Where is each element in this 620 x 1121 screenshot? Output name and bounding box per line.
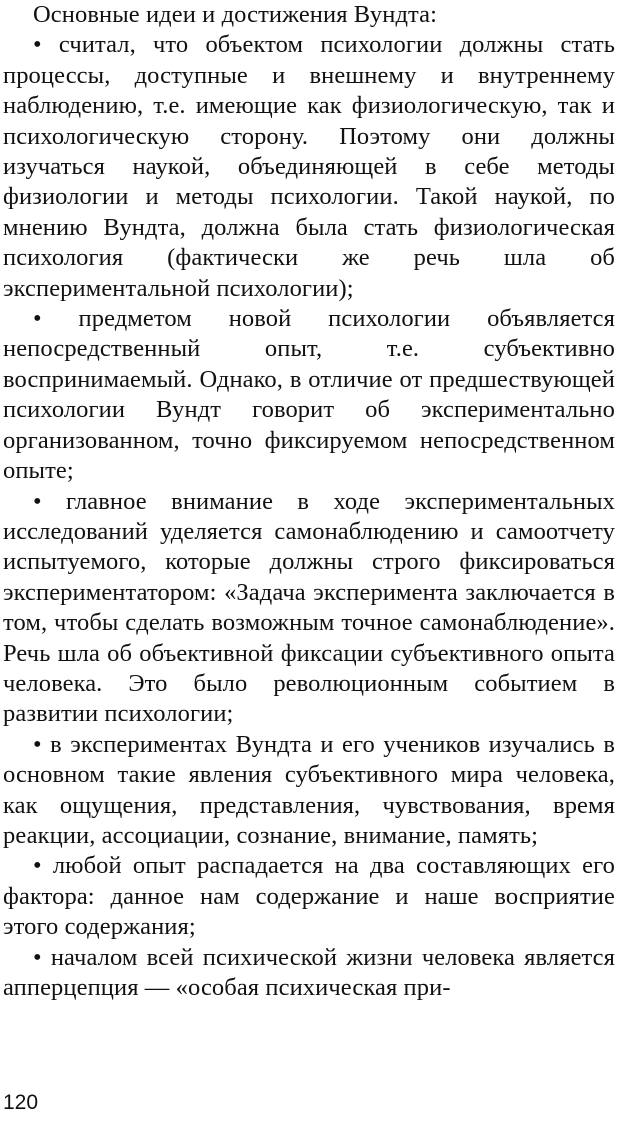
list-item: • в экспериментах Вундта и его учеников изучались в основном такие явления субъективного мира человека, как ощущения, представления, чувствования, время реакции, ассоциации, сознание, внимание, память;	[3, 730, 615, 849]
intro-paragraph: Основные идеи и достижения Вундта:	[33, 1, 438, 28]
list-item: • главное внимание в ходе экспериментальных исследований уделяется самонаблюдению и самоотчету испытуемого, которые должны строго фиксироваться экспериментатором: «Задача эксперимента заключается в том, чтобы сделать возможным точное самонаблюдение». Речь шла об объективной фиксации субъективного опыта человека. Это было революционным событием в развитии психологии;	[3, 487, 615, 728]
list-item: • любой опыт распадается на два составляющих его фактора: данное нам содержание и наше восприятие этого содержания;	[3, 852, 615, 941]
body-text	[3, 0, 615, 1003]
page-number: 120	[3, 1091, 39, 1114]
list-item: • предметом новой психологии объявляется непосредственный опыт, т.е. субъективно воспринимаемый. Однако, в отличие от предшествующей психологии Вундт говорит об экспериментально организованном, точно фиксируемом непосредственном опыте;	[3, 305, 615, 485]
list-item: • началом всей психической жизни человека является апперцепция — «особая психическая при-	[3, 943, 615, 1001]
list-item: • считал, что объектом психологии должны стать процессы, доступные и внешнему и внутреннему наблюдению, т.е. имеющие как физиологическую, так и психологическую сторону. Поэтому они должны изучаться наукой, объединяющей в себе методы физиологии и методы психологии. Такой наукой, по мнению Вундта, должна была стать физиологическая психология (фактически же речь шла об экспериментальной психологии);	[3, 31, 615, 302]
